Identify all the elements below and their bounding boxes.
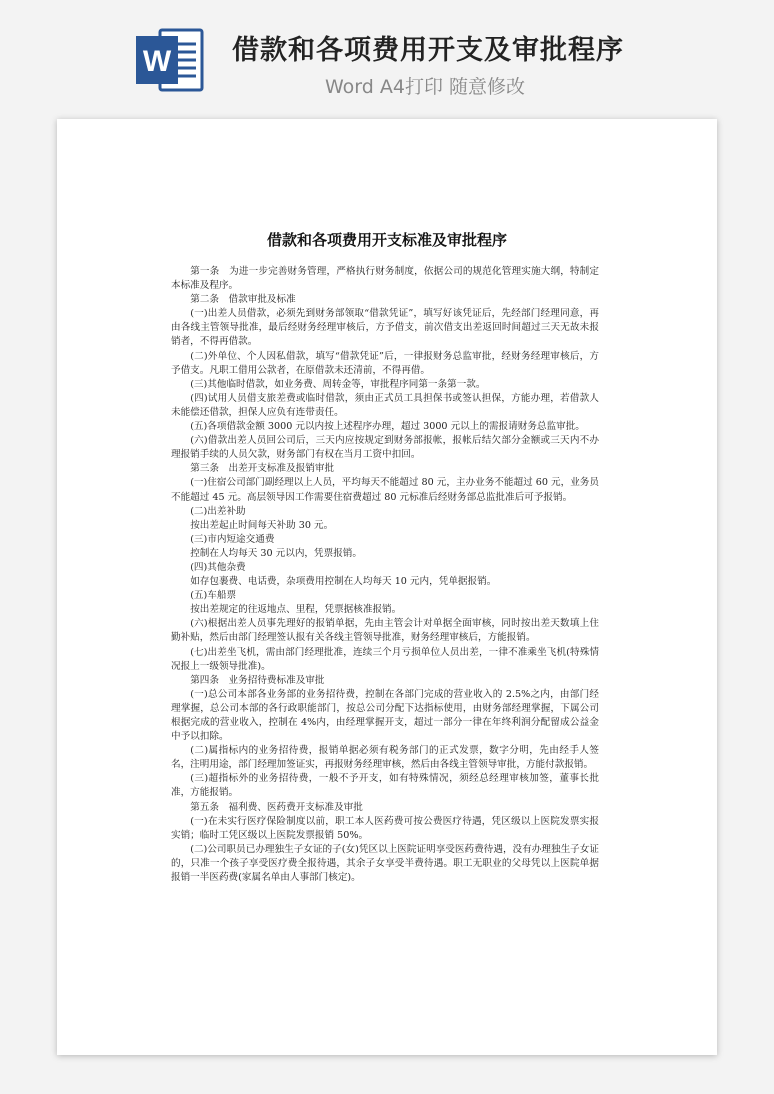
- document-title: 借款和各项费用开支标准及审批程序: [266, 231, 507, 249]
- paragraph: (五)车船票: [190, 590, 237, 602]
- paragraph: (二)属指标内的业务招待费，报销单据必须有税务部门的正式发票，数字分明，先由经手人签名，注明用途，部门经理加签证实，再报财务经理审核，然后由各线主管领导审批，方能付款报销。: [171, 745, 599, 771]
- word-icon-letter: W: [142, 45, 172, 78]
- article-5-heading: 第五条 福利费、医药费开支标准及审批: [190, 801, 363, 813]
- paragraph: 控制在人均每天 30 元以内，凭票报销。: [190, 547, 362, 559]
- word-document-icon: [134, 24, 206, 96]
- document-body: [171, 265, 599, 885]
- article-1: 第一条 为进一步完善财务管理，严格执行财务制度，依据公司的规范化管理实施大纲，特制定本标准及程序。: [171, 266, 599, 292]
- paragraph: (六)借款出差人员回公司后，三天内应按规定到财务部报帐，报帐后结欠部分金额或三天内不办理报销手续的人员欠款，财务部门有权在当月工资中扣回。: [171, 435, 599, 461]
- paragraph: (四)试用人员借支旅差费或临时借款，须由正式员工具担保书或签认担保，方能办理，若借款人未能偿还借款，担保人应负有连带责任。: [171, 392, 599, 418]
- paragraph: (一)出差人员借款，必须先到财务部领取“借款凭证”，填写好该凭证后，先经部门经理同意，再由各线主管领导批准，最后经财务经理审核后，方予借支，前次借支出差返回时间超过三天无故未报销者，不得再借款。: [171, 308, 599, 348]
- paragraph: (二)出差补助: [190, 505, 246, 517]
- paragraph: 按出差规定的往返地点、里程，凭票据核准报销。: [190, 604, 402, 616]
- paragraph: (三)其他临时借款，如业务费、周转金等，审批程序同第一条第一款。: [190, 378, 486, 390]
- paragraph: (一)总公司本部各业务部的业务招待费，控制在各部门完成的营业收入的 2.5%之内，由部门经理掌握，总公司本部的各行政职能部门，按总公司分配下达指标使用，由财务部经理掌握，下属公司根据完成的营业收入，控制在 4%内，由经理掌握开支，超过一部分一律在年终利润分配留成公益金中予以扣除。: [171, 688, 599, 743]
- paragraph: (二)公司职员已办理独生子女证的子(女)凭区以上医院证明享受医药费待遇，没有办理独生子女证的，只准一个孩子享受医疗费全报待遇，其余子女享受半费待遇。职工无职业的父母凭以上医院单据报销一半医药费(家属名单由人事部门核定)。: [171, 843, 599, 884]
- paragraph: (一)在未实行医疗保险制度以前，职工本人医药费可按公费医疗待遇，凭区级以上医院发票实报实销；临时工凭区级以上医院发票报销 50%。: [171, 815, 599, 841]
- paragraph: (七)出差坐飞机，需由部门经理批准，连续三个月亏损单位人员出差，一律不准乘坐飞机(特殊情况报上一级领导批准)。: [171, 646, 599, 672]
- article-3-heading: 第三条 出差开支标准及报销审批: [190, 463, 335, 475]
- paragraph: (三)市内短途交通费: [190, 533, 275, 545]
- paragraph: (三)超指标外的业务招待费，一般不予开支，如有特殊情况，须经总经理审核加签，董事长批准，方能报销。: [171, 773, 599, 799]
- page-header: [0, 0, 774, 118]
- paragraph: 按出差起止时间每天补助 30 元。: [190, 519, 334, 531]
- paragraph: (二)外单位、个人因私借款，填写“借款凭证”后，一律报财务总监审批，经财务经理审核后，方予借支。凡职工借用公款者，在原借款未还清前，不得再借。: [171, 350, 599, 376]
- paragraph: (四)其他杂费: [190, 561, 246, 573]
- paragraph: (六)根据出差人员事先理好的报销单据，先由主管会计对单据全面审核，同时按出差天数填上住勤补贴，然后由部门经理签认报有关各线主管领导批准，财务经理审核后，方能报销。: [171, 618, 599, 644]
- paragraph: (五)各项借款金额 3000 元以内按上述程序办理，超过 3000 元以上的需报请财务总监审批。: [190, 421, 585, 433]
- paragraph: 如存包裹费、电话费，杂项费用控制在人均每天 10 元内，凭单据报销。: [190, 576, 497, 588]
- page-subtitle: Word A4打印 随意修改: [325, 76, 526, 98]
- page-title: 借款和各项费用开支及审批程序: [232, 35, 624, 66]
- document-page: [57, 119, 717, 1055]
- paragraph: (一)住宿公司部门副经理以上人员，平均每天不能超过 80 元，主办业务不能超过 60 元，业务员不能超过 45 元。高层领导因工作需要住宿费超过 80 元标准后经财务部总监批准后可予报销。: [171, 477, 599, 503]
- article-4-heading: 第四条 业务招待费标准及审批: [190, 674, 325, 686]
- article-2-heading: 第二条 借款审批及标准: [190, 294, 296, 306]
